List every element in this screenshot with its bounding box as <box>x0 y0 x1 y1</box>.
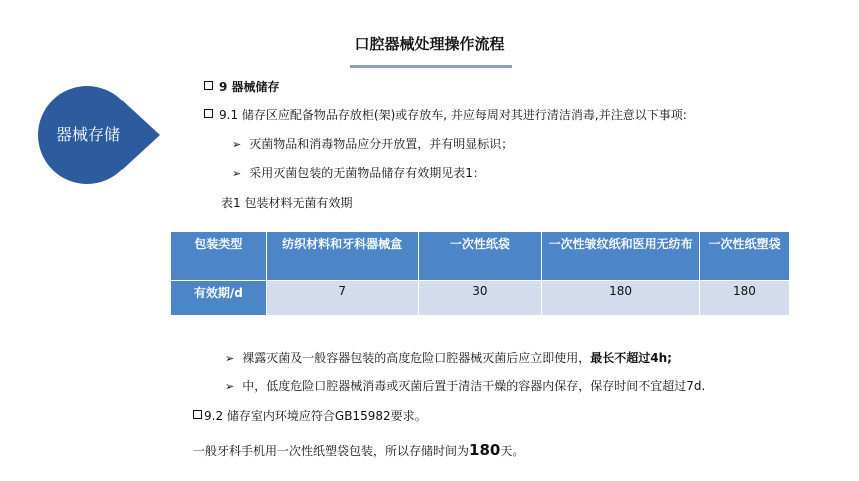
storage-days-value: 180 <box>469 441 501 459</box>
square-bullet-icon <box>204 81 213 90</box>
table-cell: 7 <box>266 281 418 316</box>
square-bullet-icon <box>193 410 202 419</box>
table-header-cell: 一次性纸塑袋 <box>699 232 789 281</box>
table-cell: 30 <box>418 281 542 316</box>
badge-label: 器械存储 <box>55 125 120 144</box>
square-bullet-icon <box>204 109 213 118</box>
title-underline <box>350 65 512 68</box>
bullet-2: ➢ 采用灭菌包装的无菌物品储存有效期见表1： <box>232 166 485 180</box>
footer-note: 一般牙科手机用一次性纸塑袋包装，所以存储时间为180天。 <box>193 441 525 459</box>
item-9-2: 9.2 储存室内环境应符合GB15982要求。 <box>193 407 427 424</box>
section-heading: 9 器械储存 <box>204 78 280 95</box>
table-cell: 180 <box>699 281 789 316</box>
table-cell: 180 <box>542 281 700 316</box>
shelf-life-table <box>170 231 790 316</box>
arrow-bullet-icon: ➢ <box>232 167 242 180</box>
bullet-3-emphasis: 最长不超过4h; <box>590 351 672 365</box>
arrow-bullet-icon: ➢ <box>232 138 242 151</box>
item-9-1: 9.1 储存区应配备物品存放柜(架)或存放车, 并应每周对其进行清洁消毒,并注意以下事项: <box>204 106 687 123</box>
table-row-label: 有效期/d <box>171 281 267 316</box>
bullet-3: ➢ 裸露灭菌及一般容器包装的高度危险口腔器械灭菌后应立即使用，最长不超过4h; <box>225 351 672 365</box>
arrow-bullet-icon: ➢ <box>225 380 235 393</box>
table-caption: 表1 包装材料无菌有效期 <box>221 196 353 210</box>
table-header-row <box>171 232 790 281</box>
table-header-cell: 包装类型 <box>171 232 267 281</box>
arrow-bullet-icon: ➢ <box>225 352 235 365</box>
page-title: 口腔器械处理操作流程 <box>354 35 505 53</box>
table-header-cell: 一次性皱纹纸和医用无纺布 <box>542 232 700 281</box>
bullet-1: ➢ 灭菌物品和消毒物品应分开放置，并有明显标识； <box>232 137 514 151</box>
table-header-cell: 纺织材料和牙科器械盒 <box>266 232 418 281</box>
table-row <box>171 281 790 316</box>
bullet-4: ➢ 中，低度危险口腔器械消毒或灭菌后置于清洁干燥的容器内保存，保存时间不宜超过7d. <box>225 379 706 393</box>
table-header-cell: 一次性纸袋 <box>418 232 542 281</box>
